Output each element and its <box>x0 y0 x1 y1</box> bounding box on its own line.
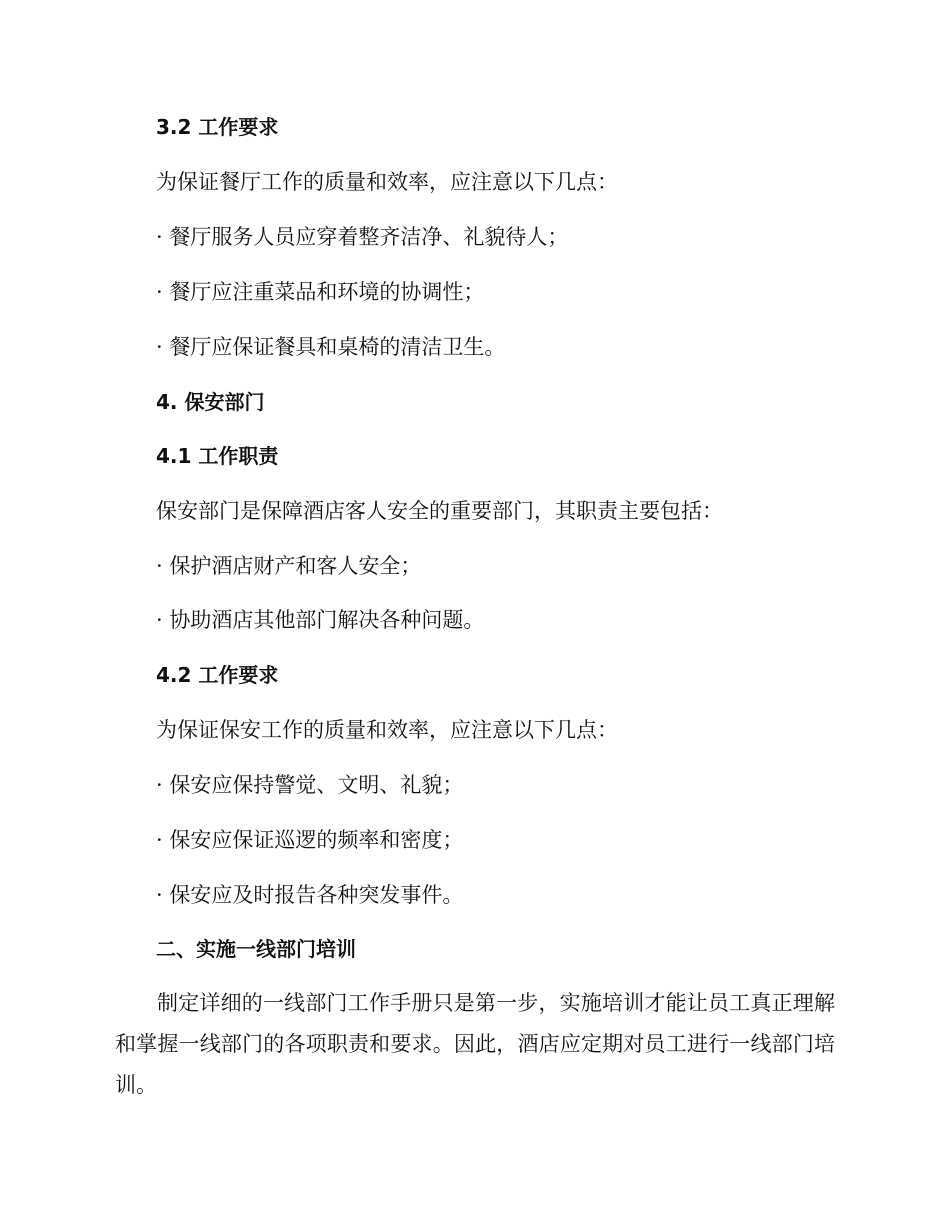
chapter-heading: 二、实施一线部门培训 <box>156 937 356 961</box>
bullet-item: · 餐厅应保证餐具和桌椅的清洁卫生。 <box>156 335 506 359</box>
body-paragraph: 制定详细的一线部门工作手册只是第一步，实施培训才能让员工真正理解和掌握一线部门的各项职责和要求。因此，酒店应定期对员工进行一线部门培训。 <box>115 991 835 1097</box>
section-heading: 4. 保安部门 <box>156 390 265 414</box>
section-heading: 4.2 工作要求 <box>156 663 279 687</box>
body-text: 为保证餐厅工作的质量和效率，应注意以下几点： <box>156 170 618 194</box>
body-text: 为保证保安工作的质量和效率，应注意以下几点： <box>156 718 618 742</box>
bullet-item: · 保安应及时报告各种突发事件。 <box>156 883 464 907</box>
bullet-item: · 保护酒店财产和客人安全； <box>156 554 422 578</box>
bullet-item: · 餐厅服务人员应穿着整齐洁净、礼貌待人； <box>156 225 569 249</box>
section-heading: 3.2 工作要求 <box>156 115 279 139</box>
bullet-item: · 保安应保持警觉、文明、礼貌； <box>156 773 464 797</box>
body-text: 保安部门是保障酒店客人安全的重要部门，其职责主要包括： <box>156 499 723 523</box>
bullet-item: · 餐厅应注重菜品和环境的协调性； <box>156 280 485 304</box>
bullet-item: · 保安应保证巡逻的频率和密度； <box>156 828 464 852</box>
section-heading: 4.1 工作职责 <box>156 444 279 468</box>
bullet-item: · 协助酒店其他部门解决各种问题。 <box>156 608 485 632</box>
